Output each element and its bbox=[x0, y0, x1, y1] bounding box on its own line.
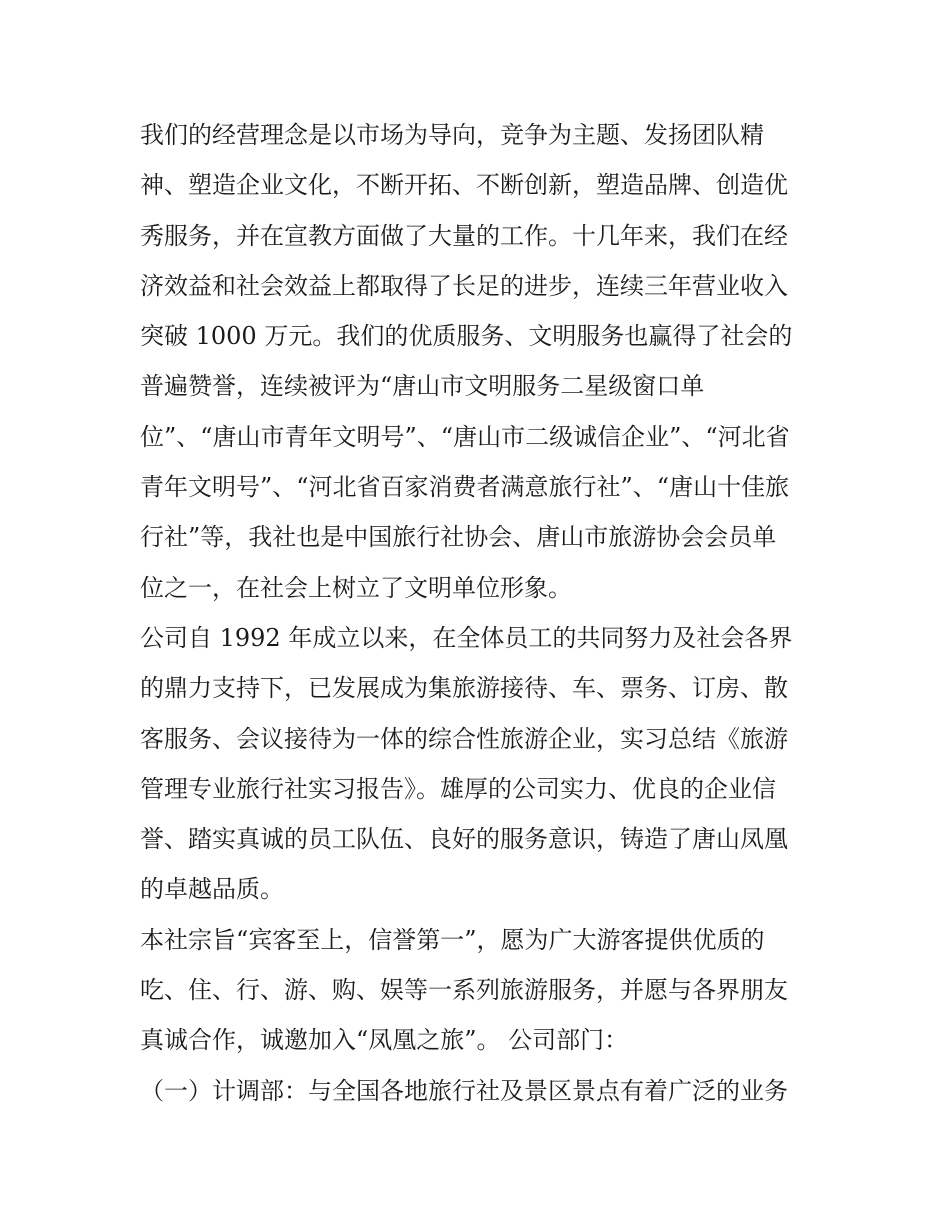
text-line: 我们的经营理念是以市场为导向，竞争为主题、发扬团队精 bbox=[140, 121, 764, 149]
text-line: 管理专业旅行社实习报告》。雄厚的公司实力、优良的企业信 bbox=[140, 774, 776, 803]
text-line: 公司自 1992 年成立以来，在全体员工的共同努力及社会各界 bbox=[140, 623, 793, 652]
text-line: 位”、“唐山市青年文明号”、“唐山市二级诚信企业”、“河北省 bbox=[140, 422, 790, 451]
text-line: 普遍赞誉，连续被评为“唐山市文明服务二星级窗口单 bbox=[140, 372, 705, 401]
text-line: 秀服务，并在宣教方面做了大量的工作。十几年来，我们在经 bbox=[140, 221, 788, 250]
text-line: 吃、住、行、游、购、娱等一系列旅游服务，并愿与各界朋友 bbox=[140, 976, 788, 1005]
text-line: 的鼎力支持下，已发展成为集旅游接待、车、票务、订房、散 bbox=[140, 674, 788, 703]
text-line: 本社宗旨“宾客至上，信誉第一”，愿为广大游客提供优质的 bbox=[140, 925, 765, 954]
text-line: 誉、踏实真诚的员工队伍、良好的服务意识，铸造了唐山凤凰 bbox=[140, 825, 788, 854]
text-line: 行社”等，我社也是中国旅行社协会、唐山市旅游协会会员单 bbox=[140, 523, 777, 552]
text-line: 神、塑造企业文化，不断开拓、不断创新，塑造品牌、创造优 bbox=[140, 171, 788, 200]
text-line: 突破 1000 万元。我们的优质服务、文明服务也赢得了社会的 bbox=[140, 322, 793, 351]
text-line: 真诚合作，诚邀加入“凤凰之旅”。 公司部门： bbox=[140, 1026, 629, 1055]
document-body bbox=[140, 110, 820, 1116]
text-line: 济效益和社会效益上都取得了长足的进步，连续三年营业收入 bbox=[140, 271, 788, 300]
text-line: （一）计调部：与全国各地旅行社及景区景点有着广泛的业务 bbox=[140, 1076, 788, 1105]
text-line: 的卓越品质。 bbox=[140, 875, 284, 904]
text-line: 位之一，在社会上树立了文明单位形象。 bbox=[140, 573, 572, 602]
text-line: 青年文明号”、“河北省百家消费者满意旅行社”、“唐山十佳旅 bbox=[140, 473, 790, 502]
text-line: 客服务、会议接待为一体的综合性旅游企业，实习总结《旅游 bbox=[140, 724, 788, 753]
